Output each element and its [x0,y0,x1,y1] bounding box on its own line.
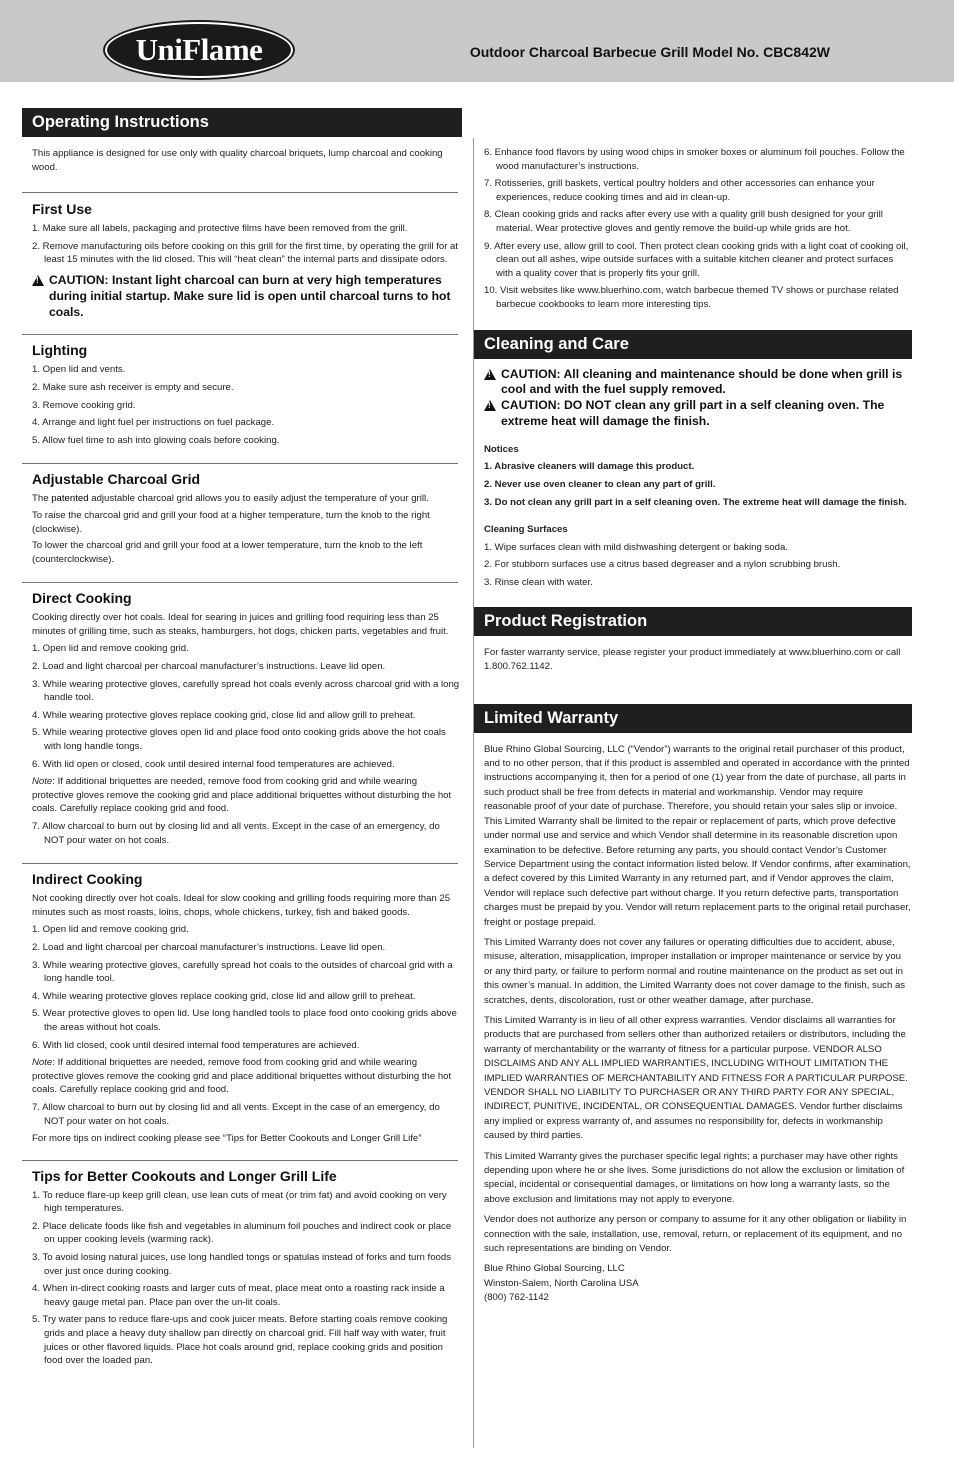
warning-icon [32,275,44,286]
warranty-paragraph-5: Vendor does not authorize any person or company to assume for it any other obligation or liability in connection with the sale, installation, use, removal, return, or replacement of its equipment, and no such representations are binding on Vendor. [484,1214,907,1255]
list-item: 3. Remove cooking grid. [32,399,136,411]
warranty-paragraph-2: This Limited Warranty does not cover any failures or operating difficulties due to accident, abuse, misuse, alteration, misapplication, improper installation or improper maintenance or service by you or any third party, or failure to perform normal and routine maintenance on the product as set out in this owner’s manual. In addition, the Limited Warranty does not cover damage to the finish, such as scratches, dents, discoloration, rust or other weather damage, after purchase. [484,936,906,1006]
address-line: Winston-Salem, North Carolina USA [484,1277,639,1289]
section-product-registration: Product Registration [474,607,912,636]
direct-note: Note: If additional briquettes are needed, remove food from cooking grid and while wearing protective gloves remove the cooking grid and place additional briquettes without disturbing the hot coals. Carefully replace cooking grid and food. [32,776,452,815]
indirect-intro: Not cooking directly over hot coals. Ideal for slow cooking and grilling foods requiring more than 25 minutes such as most roasts, loins, chops, whole chickens, turkey, fish and baked goods. [32,893,451,918]
tips-list-continued [474,146,912,312]
lighting-list [22,363,462,447]
indirect-list [22,923,462,1052]
section-operating-instructions: Operating Instructions [22,108,462,137]
section-limited-warranty: Limited Warranty [474,704,912,733]
list-item: 4. While wearing protective gloves replace cooking grid, close lid and allow grill to preheat. [32,709,416,721]
list-item: 7. Allow charcoal to burn out by closing lid and all vents. Except in the case of an emergency, do NOT pour water on hot coals. [32,1101,440,1127]
grid-paragraph-2: To raise the charcoal grid and grill your food at a higher temperature, turn the knob to the right (clockwise). [32,509,430,535]
header-title: Outdoor Charcoal Barbecue Grill Model No. CBC842W [469,44,830,60]
grid-paragraph-3: To lower the charcoal grid and grill your food at a lower temperature, turn the knob to the left (counterclockwise). [32,540,423,565]
warranty-paragraph-4: This Limited Warranty gives the purchaser specific legal rights; a purchaser may have other rights depending upon where he or she lives. Some jurisdictions do not allow the exclusion or limitation of special, incidental or consequential damages, or limitations on how long a warranty lasts, so the above exclusion and limitations may not apply to everyone. [484,1150,905,1205]
direct-intro: Cooking directly over hot coals. Ideal for searing in juices and grilling food requiring less than 25 minutes of grilling time, such as steaks, hamburgers, hot dogs, chicken parts, vegetables and fruit. [32,612,449,637]
list-item: 1. To reduce flare-up keep grill clean, use lean cuts of meat (or trim fat) and avoid cooking on very high temperatures. [32,1189,447,1215]
list-item: 3. To avoid losing natural juices, use long handled tongs or spatulas instead of forks and turn foods over just once during cooking. [32,1252,452,1277]
notices-heading: Notices [484,443,519,455]
right-column [474,146,912,1306]
direct-cooking-heading: Direct Cooking [32,590,132,607]
operating-intro: This appliance is designed for use only with quality charcoal briquets, lump charcoal and cooking wood. [32,148,443,173]
list-item: 7. Rotisseries, grill baskets, vertical poultry holders and other accessories can enhance your experiences, reduce cooking times and aid in clean-up. [484,178,875,203]
list-item: 5. While wearing protective gloves open lid and place food onto cooking grids above the hot coals with long handle tongs. [32,727,446,753]
tips-list [22,1189,462,1368]
page-header [0,0,954,82]
left-column [22,108,462,1368]
list-item: 10. Visit websites like www.bluerhino.com, watch barbecue themed TV shows or purchase related barbecue cookbooks to learn more interesting tips. [484,285,899,310]
list-item: 2. Load and light charcoal per charcoal manufacturer’s instructions. Leave lid open. [32,661,386,673]
cleaning-caution-1: ! CAUTION: All cleaning and maintenance should be done when grill is cool and with the fuel supply removed. [484,367,912,399]
indirect-note: Note: If additional briquettes are needed, remove food from cooking grid and while wearing protective gloves remove the cooking grid and place additional briquettes without disturbing the hot coals. Carefully replace cooking grid and food. [32,1057,452,1096]
list-item: 6. Enhance food flavors by using wood chips in smoker boxes or aluminum foil pouches. Follow the wood manufacturer’s instructions. [484,147,905,172]
first-use-caution: ! CAUTION: Instant light charcoal can burn at very high temperatures during initial startup. Make sure lid is open until charcoal turns to hot coals. [32,273,462,320]
list-item: 5. Allow fuel time to ash into glowing coals before cooking. [32,434,280,446]
indirect-list-cont [22,1101,462,1128]
indirect-more-tips: For more tips on indirect cooking please see “Tips for Better Cookouts and Longer Grill Life” [32,1133,422,1145]
uniflame-logo: UniFlame [105,22,293,78]
direct-list [22,642,462,771]
list-item: 4. While wearing protective gloves replace cooking grid, close lid and allow grill to preheat. [32,990,416,1002]
direct-list-cont [22,820,462,847]
cleaning-caution-2: ! CAUTION: DO NOT clean any grill part in a self cleaning oven. The extreme heat will damage the finish. [484,398,912,430]
vendor-address [484,1262,912,1305]
lighting-heading: Lighting [32,342,88,359]
list-item: 1. Abrasive cleaners will damage this product. [484,461,695,473]
list-item: 1. Open lid and remove cooking grid. [32,924,189,936]
list-item: 2. For stubborn surfaces use a citrus based degreaser and a nylon scrubbing brush. [484,559,841,571]
list-item: 7. Allow charcoal to burn out by closing lid and all vents. Except in the case of an emergency, do NOT pour water on hot coals. [32,821,440,846]
list-item: 4. When in-direct cooking roasts and larger cuts of meat, place meat onto a roasting rack inside a heavy gauge metal pan. Place pan over the un-lit coals. [32,1283,445,1308]
grid-paragraph-1: The patented adjustable charcoal grid allows you to easily adjust the temperature of your grill. [32,493,429,505]
warning-icon [484,400,496,411]
list-item: 3. Do not clean any grill part in a self cleaning oven. The extreme heat will damage the finish. [484,496,907,508]
first-use-heading: First Use [32,201,92,218]
list-item: 3. While wearing protective gloves, carefully spread hot coals to the outsides of charcoal grid with a long handle tool. [32,959,453,985]
first-use-list [22,222,462,267]
cleaning-surfaces-list [474,541,912,590]
warranty-paragraph-1: Blue Rhino Global Sourcing, LLC (“Vendor”) warrants to the original retail purchaser of this product, and to no other person, that if this product is assembled and operated in accordance with the printed instructions accompanying it, then for a period of one (1) year from the date of purchase, all parts in such product shall be free from defects in material and workmanship. Vendor may require reasonable proof of your date of purchase. Therefore, you should retain your sales slip or invoice. This Limited Warranty shall be limited to the repair or replacement of parts, which prove defective under normal use and service and which Vendor shall determine in its reasonable discretion upon examination to be defective. Before returning any parts, you should contact Vendor’s Customer Service Department using the contact information listed below. If Vendor confirms, after examination, a defect covered by this Limited Warranty in any returned part, and if Vendor approves the claim, Vendor will replace such defective part without charge. If you return defective parts, transportation charges must be prepaid by you. Vendor will return replacement parts to the original retail purchaser, freight or postage prepaid. [484,743,911,928]
list-item: 1. Open lid and vents. [32,364,126,376]
notices-list [474,460,912,509]
list-item: 2. Never use oven cleaner to clean any part of grill. [484,478,716,490]
list-item: 2. Make sure ash receiver is empty and secure. [32,381,234,393]
warranty-paragraph-3: This Limited Warranty is in lieu of all other express warranties. Vendor disclaims all warranties for products that are purchased from sellers other than authorized retailers or distributors, including the warranty of merchantability or the warranty of fitness for a particular purpose. VENDOR ALSO DISCLAIMS AND ANY ALL IMPLIED WARRANTIES, INCLUDING WITHOUT LIMITATION THE IMPLIED WARRANTIES OF MERCHANTABILITY AND FITNESS FOR A PARTICULAR PURPOSE. VENDOR SHALL NO LIABILITY TO PURCHASER OR ANY THIRD PARTY FOR ANY SPECIAL, INDIRECT, PUNITIVE, INCIDENTAL, OR CONSEQUENTIAL DAMAGES. Vendor further disclaims any implied or express warranty of, and assumes no responsibility for, defects in workmanship caused by third parties. [484,1014,908,1142]
adjustable-grid-heading: Adjustable Charcoal Grid [32,471,201,488]
list-item: 8. Clean cooking grids and racks after every use with a quality grill bush designed for your grill material. Wear protective gloves and gently remove the build-up while grids are hot. [484,209,883,234]
cleaning-surfaces-heading: Cleaning Surfaces [484,524,568,536]
list-item: 6. With lid closed, cook until desired internal food temperatures are achieved. [32,1039,360,1051]
list-item: 4. Arrange and light fuel per instructions on fuel package. [32,417,275,429]
list-item: 1. Open lid and remove cooking grid. [32,643,189,655]
tips-heading: Tips for Better Cookouts and Longer Grill Life [32,1167,337,1184]
address-line: Blue Rhino Global Sourcing, LLC [484,1263,625,1275]
list-item: 5. Try water pans to reduce flare-ups and cook juicer meats. Before starting coals remove cooking grids and place a heavy duty shallow pan directly on charcoal grid. Fill half way with water, fruit juices or other flavored liquids. Place hot coals around grid, replace cooking grids and position food over the loaded pan. [32,1314,448,1367]
list-item: 2. Remove manufacturing oils before cooking on this grill for the first time, by operating the grill for at least 15 minutes with the lid closed. This will “heat clean” the internal parts and dissipate odors. [32,240,459,266]
list-item: 1. Make sure all labels, packaging and protective films have been removed from the grill. [32,223,408,235]
list-item: 1. Wipe surfaces clean with mild dishwashing detergent or baking soda. [484,541,788,553]
list-item: 6. With lid open or closed, cook until desired internal food temperatures are achieved. [32,758,395,770]
list-item: 3. While wearing protective gloves, carefully spread hot coals evenly across charcoal grid with a long handle tool. [32,678,460,704]
list-item: 5. Wear protective gloves to open lid. Use long handled tools to place food onto cooking grids above the areas without hot coals. [32,1008,457,1033]
warning-icon [484,369,496,380]
list-item: 3. Rinse clean with water. [484,576,593,588]
phone-number: (800) 762-1142 [484,1292,549,1304]
list-item: 2. Place delicate foods like fish and vegetables in aluminum foil pouches and indirect cook or place on upper cooking levels (warming rack). [32,1220,452,1246]
indirect-cooking-heading: Indirect Cooking [32,871,143,888]
section-cleaning-and-care: Cleaning and Care [474,330,912,359]
registration-text: For faster warranty service, please register your product immediately at www.bluerhino.com or call 1.800.762.1142. [484,647,901,673]
list-item: 9. After every use, allow grill to cool. Then protect clean cooking grids with a light coat of cooking oil, clean out all ashes, wipe outside surfaces with a suitable kitchen cleaner and protect surfaces with a quality cover that is properly fits your grill. [484,240,909,279]
list-item: 2. Load and light charcoal per charcoal manufacturer’s instructions. Leave lid open. [32,941,386,953]
